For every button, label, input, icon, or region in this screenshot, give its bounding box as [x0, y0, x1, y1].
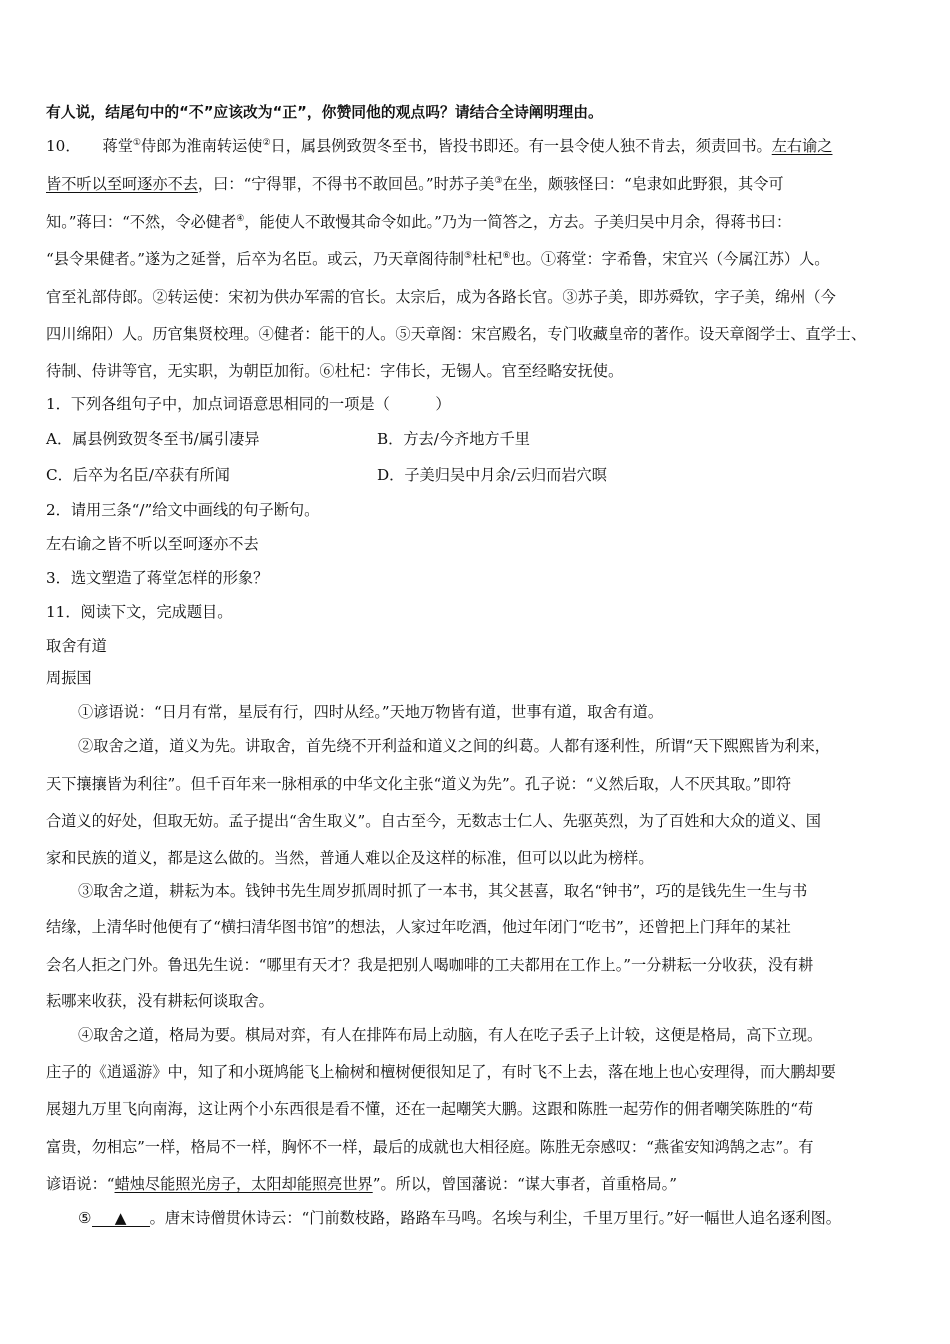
- option-b[interactable]: B．方去/今齐地方千里: [377, 430, 530, 448]
- article-paragraph-1: ①谚语说：“日月有常，星辰有行，四时从经。”天地万物皆有道，世事有道，取舍有道。: [78, 703, 664, 721]
- underlined-sentence-part-1: 左右谕之: [771, 137, 833, 155]
- article-paragraph-4-line-4: 富贵，勿相忘”一样，格局不一样，胸怀不一样，最后的成就也大相径庭。陈胜无奈感叹：“燕雀安知鸿鹄之志”。有: [46, 1138, 814, 1156]
- article-paragraph-3-line-2: 结缘，上清华时他便有了“横扫清华图书馆”的想法，人家过年吃酒，他过年闭门“吃书”，还曾把上门拜年的某社: [46, 918, 791, 936]
- q10-number: 10．: [46, 137, 81, 155]
- q10-2-stem: 2．请用三条“/”给文中画线的句子断句。: [46, 501, 320, 519]
- option-d[interactable]: D．子美归吴中月余/云归而岩穴暝: [377, 466, 607, 484]
- article-paragraph-3-line-1: ③取舍之道，耕耘为本。钱钟书先生周岁抓周时抓了一本书，其父甚喜，取名“钟书”，巧的是钱先生一生与书: [78, 882, 808, 900]
- q10-3-stem: 3．选文塑造了蒋堂怎样的形象？: [46, 569, 269, 587]
- q10-line-4: “县令果健者。”遂为之延誉，后卒为名臣。或云，乃天章阁待制⑤杜杞⑥也。①蒋堂：字希鲁，宋宜兴（今属江苏）人。: [46, 250, 830, 268]
- article-paragraph-4-line-5: 谚语说：“蜡烛尽能照光房子，太阳却能照亮世界”。所以，曾国藩说：“谋大事者，首重格局。”: [46, 1175, 677, 1193]
- answer-blank[interactable]: ▲: [92, 1208, 150, 1227]
- q10-2-sentence: 左右谕之皆不听以至呵逐亦不去: [46, 535, 259, 553]
- article-paragraph-4-line-2: 庄子的《逍遥游》中，知了和小斑鸠能飞上榆树和檀树便很知足了，有时飞不上去，落在地上也心安理得，而大鹏却要: [46, 1063, 836, 1081]
- article-paragraph-2-line-1: ②取舍之道，道义为先。讲取舍，首先绕不开利益和道义之间的纠葛。人都有逐利性，所谓“天下熙熙皆为利来，: [78, 737, 830, 755]
- article-paragraph-4-line-3: 展翅九万里飞向南海，这让两个小东西很是看不懂，还在一起嘲笑大鹏。这跟和陈胜一起劳作的佣者嘲笑陈胜的“苟: [46, 1100, 814, 1118]
- article-paragraph-2-line-2: 天下攘攘皆为利往”。但千百年来一脉相承的中华文化主张“道义为先”。孔子说：“义然后取，人不厌其取。”即符: [46, 775, 792, 793]
- article-paragraph-3-line-3: 会名人拒之门外。鲁迅先生说：“哪里有天才？我是把别人喝咖啡的工夫都用在工作上。”一分耕耘一分收获，没有耕: [46, 956, 814, 974]
- q9-tail-question: 有人说，结尾句中的“不”应该改为“正”，你赞同他的观点吗？请结合全诗阐明理由。: [46, 104, 603, 121]
- underlined-proverb: 蜡烛尽能照光房子，太阳却能照亮世界: [114, 1175, 373, 1193]
- option-a[interactable]: A．属县例致贺冬至书/属引凄异: [46, 430, 260, 448]
- option-c[interactable]: C．后卒为名臣/卒获有所闻: [46, 466, 230, 484]
- q10-line-3: 知。”蒋曰：“不然，令必健者④，能使人不敢慢其命令如此。”乃为一简答之，方去。子美归吴中月余，得蒋书曰：: [46, 213, 792, 231]
- underlined-sentence-part-2: 皆不听以至呵逐亦不去: [46, 175, 198, 193]
- article-paragraph-3-line-4: 耘哪来收获，没有耕耘何谈取舍。: [46, 992, 274, 1010]
- q10-line-1: 10． 蒋堂①侍郎为淮南转运使②日，属县例致贺冬至书，皆投书即还。有一县令使人独不肯去，须责回书。左右谕之: [46, 137, 833, 155]
- article-paragraph-2-line-3: 合道义的好处，但取无妨。孟子提出“舍生取义”。自古至今，无数志士仁人、先驱英烈，为了百姓和大众的道义、国: [46, 812, 821, 830]
- article-paragraph-5-line-1: ⑤ ▲ 。唐末诗僧贯休诗云：“门前数枝路，路路车马鸣。名埃与利尘，千里万里行。”好一幅世人追名逐利图。: [78, 1209, 841, 1227]
- article-paragraph-4-line-1: ④取舍之道，格局为要。棋局对弈，有人在排阵布局上动脑，有人在吃子丢子上计较，这便是格局，高下立现。: [78, 1026, 823, 1044]
- q10-note-line-5: 官至礼部侍郎。②转运使：宋初为供办军需的官长。太宗后，成为各路长官。③苏子美，即苏舜钦，字子美，绵州（今: [46, 288, 836, 306]
- q10-line-2: 皆不听以至呵逐亦不去，曰：“宁得罪，不得书不敢回邑。”时苏子美③在坐，颇骇怪曰：“皂隶如此野狠，其令可: [46, 175, 784, 193]
- q10-1-stem: 1．下列各组句子中，加点词语意思相同的一项是（ ）: [46, 395, 451, 413]
- q10-note-line-6: 四川绵阳）人。历官集贤校理。④健者：能干的人。⑤天章阁：宋宫殿名，专门收藏皇帝的著作。设天章阁学士、直学士、: [46, 325, 867, 343]
- q10-1-options-row-2: [46, 465, 916, 485]
- q11-stem: 11．阅读下文，完成题目。: [46, 603, 233, 621]
- article-paragraph-2-line-4: 家和民族的道义，都是这么做的。当然，普通人难以企及这样的标准，但可以以此为榜样。: [46, 849, 654, 867]
- q10-note-line-7: 待制、侍讲等官，无实职，为朝臣加衔。⑥杜杞：字伟长，无锡人。官至经略安抚使。: [46, 362, 624, 380]
- article-author: 周振国: [46, 669, 92, 687]
- article-title: 取舍有道: [46, 637, 107, 655]
- q10-1-options-row-1: [46, 429, 916, 449]
